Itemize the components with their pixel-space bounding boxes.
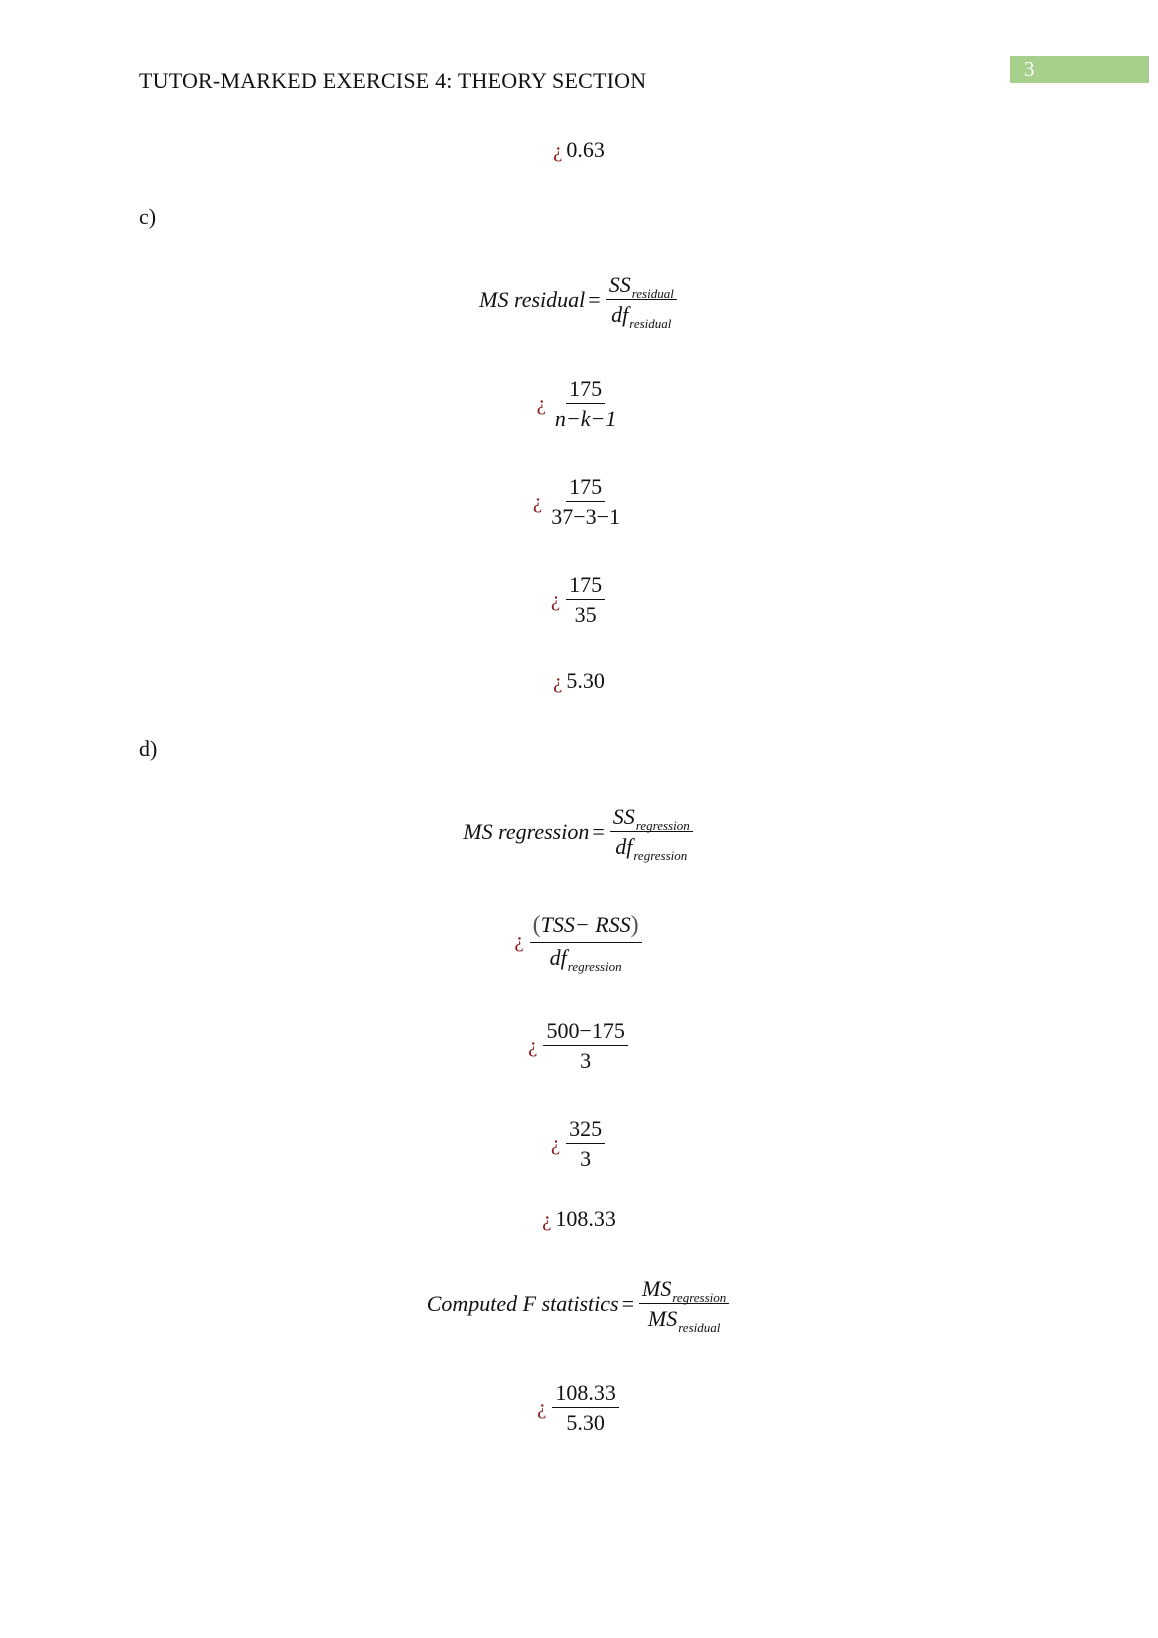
numerator: 175	[566, 572, 605, 600]
numerator-subscript: residual	[631, 286, 674, 301]
page-number-badge: 3	[1010, 56, 1149, 83]
equation-step-c2	[0, 474, 1158, 530]
equation-step-c3	[0, 572, 1158, 628]
numerator-subscript: regression	[672, 1290, 727, 1305]
inverted-question-glyph: ¿	[550, 1131, 561, 1156]
denominator-subscript: regression	[567, 958, 622, 974]
denominator: n−k−1	[554, 406, 617, 432]
equation-ms-regression: MS regression = $\frac{SS_{regression}}{df_{regression}}$	[0, 804, 1158, 860]
fraction: $\frac{\text{(TSS− RSS)}}{df_{regression}}$	[530, 912, 642, 970]
inverted-question-glyph: ¿	[514, 928, 524, 953]
denominator: df	[611, 302, 629, 328]
equation-lhs: Computed F statistics	[426, 1290, 619, 1316]
fraction	[610, 804, 693, 864]
fraction	[566, 572, 605, 628]
denominator: MS	[647, 1306, 678, 1332]
equation-result-c	[0, 668, 1158, 694]
denominator: df	[615, 834, 633, 860]
inverted-question-glyph: ¿	[537, 1395, 547, 1420]
page-header-title: TUTOR-MARKED EXERCISE 4: THEORY SECTION	[139, 68, 647, 93]
fraction	[552, 1380, 619, 1436]
fraction	[543, 1018, 627, 1074]
section-label-c: c)	[139, 204, 157, 229]
value: 5.30	[566, 668, 605, 693]
equation-result-b	[0, 137, 1158, 163]
equation-step-c1	[0, 376, 1158, 432]
numerator: 175	[566, 474, 605, 502]
equation-f-statistic: Computed F statistics = $\frac{MS_{regression}}{MS_{residual}}$	[0, 1276, 1158, 1332]
numerator: 325	[566, 1116, 605, 1144]
denominator: 35	[574, 602, 597, 628]
fraction	[566, 1116, 605, 1172]
fraction	[548, 474, 623, 530]
inverted-question-glyph: ¿	[536, 391, 546, 416]
inverted-question-glyph: ¿	[553, 137, 563, 162]
value: 108.33	[555, 1206, 616, 1231]
equation-lhs: MS residual	[479, 286, 586, 312]
equation-step-d1	[0, 912, 1158, 974]
numerator: 108.33	[552, 1380, 619, 1408]
equation-step-d3	[0, 1116, 1158, 1172]
denominator: 5.30	[566, 1410, 605, 1436]
inverted-question-glyph: ¿	[532, 489, 543, 514]
value: 0.63	[566, 137, 605, 162]
numerator: 175	[566, 376, 605, 404]
denominator-subscript: residual	[629, 316, 672, 332]
numerator: 500−175	[543, 1018, 627, 1046]
numerator: TSS− RSS	[540, 912, 631, 937]
inverted-question-glyph: ¿	[550, 587, 561, 612]
section-label-d: d)	[139, 736, 158, 761]
inverted-question-glyph: ¿	[528, 1033, 538, 1058]
equation-lhs: MS regression	[463, 818, 590, 844]
denominator: df	[549, 944, 567, 970]
equation-result-d	[0, 1206, 1158, 1232]
inverted-question-glyph: ¿	[542, 1206, 552, 1231]
denominator: 37−3−1	[551, 504, 621, 530]
numerator: SS	[608, 272, 631, 297]
equation-step-d2	[0, 1018, 1158, 1074]
equation-ms-residual: MS residual = $\frac{SS_{residual}}{df_{residual}}$	[0, 272, 1158, 328]
numerator-subscript: regression	[635, 818, 690, 833]
numerator: MS	[642, 1276, 672, 1301]
denominator-subscript: residual	[678, 1320, 721, 1336]
numerator: SS	[612, 804, 635, 829]
denominator-subscript: regression	[633, 848, 688, 864]
equation-step-f1	[0, 1380, 1158, 1436]
denominator: 3	[580, 1146, 592, 1172]
denominator: 3	[580, 1048, 592, 1074]
fraction	[552, 376, 619, 432]
fraction	[639, 1276, 729, 1336]
inverted-question-glyph: ¿	[553, 668, 563, 693]
fraction	[606, 272, 677, 332]
